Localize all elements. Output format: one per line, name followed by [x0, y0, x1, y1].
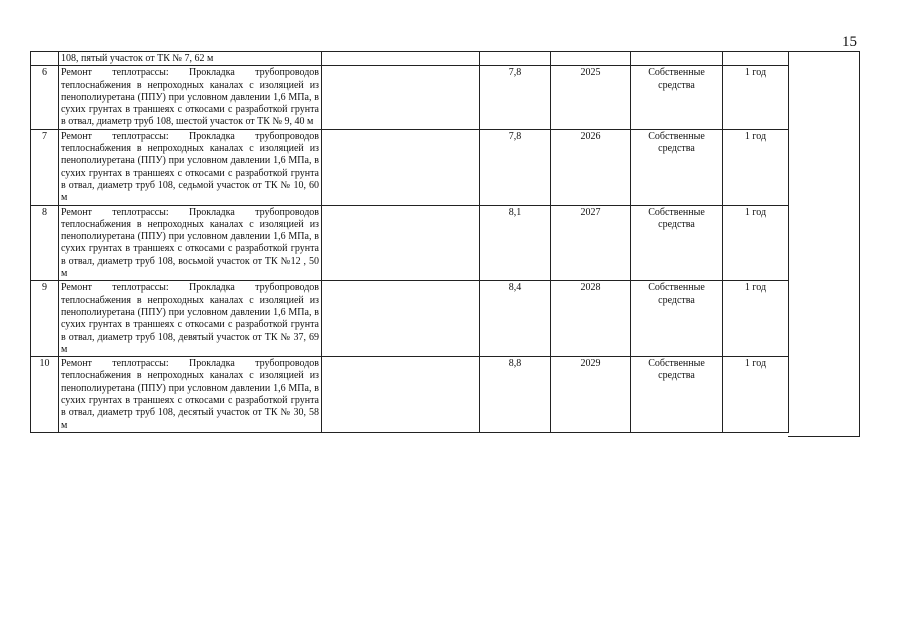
row-number-cell: 10	[31, 357, 59, 433]
source-cell: Собственные средства	[631, 357, 723, 433]
row-number-cell	[31, 52, 59, 66]
table-row	[31, 281, 789, 357]
description-cell: 108, пятый участок от ТК № 7, 62 м	[59, 52, 322, 66]
year-cell: 2028	[551, 281, 631, 357]
page-number: 15	[842, 34, 857, 50]
year-cell: 2029	[551, 357, 631, 433]
amount-cell: 8,4	[480, 281, 551, 357]
source-cell: Собственные средства	[631, 281, 723, 357]
period-cell: 1 год	[723, 205, 789, 281]
description-cell: Ремонт теплотрассы: Прокладка трубопроводов теплоснабжения в непроходных каналах с изоляцией из пенополиуретана (ППУ) при условном давлении 1,6 МПа, в сухих грунтах в траншеях с откосами с разработкой грунта в отвал, диаметр труб 108, шестой участок от ТК № 9, 40 м	[59, 66, 322, 129]
empty-cell	[322, 129, 480, 205]
amount-cell: 7,8	[480, 129, 551, 205]
source-cell: Собственные средства	[631, 129, 723, 205]
table-row	[31, 52, 789, 66]
table-row	[31, 357, 789, 433]
source-cell	[631, 52, 723, 66]
table-row	[31, 205, 789, 281]
description-cell: Ремонт теплотрассы: Прокладка трубопроводов теплоснабжения в непроходных каналах с изоляцией из пенополиуретана (ППУ) при условном давлении 1,6 МПа, в сухих грунтах в траншеях с откосами с разработкой грунта в отвал, диаметр труб 108, седьмой участок от ТК № 10, 60 м	[59, 129, 322, 205]
amount-cell: 7,8	[480, 66, 551, 129]
description-cell: Ремонт теплотрассы: Прокладка трубопроводов теплоснабжения в непроходных каналах с изоляцией из пенополиуретана (ППУ) при условном давлении 1,6 МПа, в сухих грунтах в траншеях с откосами с разработкой грунта в отвал, диаметр труб 108, десятый участок от ТК № 30, 58 м	[59, 357, 322, 433]
empty-cell	[322, 357, 480, 433]
row-number-cell: 9	[31, 281, 59, 357]
period-cell	[723, 52, 789, 66]
empty-cell	[322, 52, 480, 66]
period-cell: 1 год	[723, 357, 789, 433]
table-row	[31, 129, 789, 205]
row-number-cell: 8	[31, 205, 59, 281]
program-table	[30, 51, 789, 433]
source-cell: Собственные средства	[631, 205, 723, 281]
year-cell: 2026	[551, 129, 631, 205]
table-right-border	[788, 51, 860, 437]
table-row	[31, 66, 789, 129]
description-cell: Ремонт теплотрассы: Прокладка трубопроводов теплоснабжения в непроходных каналах с изоляцией из пенополиуретана (ППУ) при условном давлении 1,6 МПа, в сухих грунтах в траншеях с откосами с разработкой грунта в отвал, диаметр труб 108, девятый участок от ТК № 37, 69 м	[59, 281, 322, 357]
empty-cell	[322, 205, 480, 281]
period-cell: 1 год	[723, 129, 789, 205]
amount-cell: 8,8	[480, 357, 551, 433]
empty-cell	[322, 281, 480, 357]
period-cell: 1 год	[723, 66, 789, 129]
year-cell: 2027	[551, 205, 631, 281]
row-number-cell: 6	[31, 66, 59, 129]
amount-cell: 8,1	[480, 205, 551, 281]
amount-cell	[480, 52, 551, 66]
empty-cell	[322, 66, 480, 129]
source-cell: Собственные средства	[631, 66, 723, 129]
row-number-cell: 7	[31, 129, 59, 205]
year-cell	[551, 52, 631, 66]
description-cell: Ремонт теплотрассы: Прокладка трубопроводов теплоснабжения в непроходных каналах с изоляцией из пенополиуретана (ППУ) при условном давлении 1,6 МПа, в сухих грунтах в траншеях с откосами с разработкой грунта в отвал, диаметр труб 108, восьмой участок от ТК №12 , 50 м	[59, 205, 322, 281]
year-cell: 2025	[551, 66, 631, 129]
period-cell: 1 год	[723, 281, 789, 357]
